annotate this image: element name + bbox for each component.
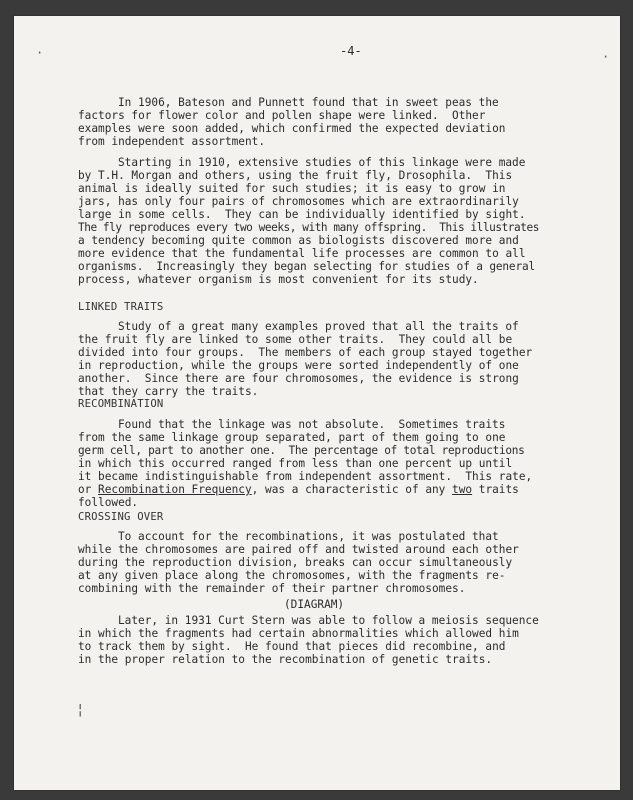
paragraph-line: Starting in 1910, extensive studies of this linkage were made — [118, 156, 526, 169]
paragraph-line: from independent assortment. — [78, 135, 266, 148]
paragraph-line: the fruit fly are linked to some other traits. They could all be — [78, 333, 513, 346]
paragraph-line: jars, has only four pairs of chromosomes which are extraordinarily — [78, 195, 519, 208]
margin-dot-right: · — [602, 50, 610, 64]
section-heading-crossing-over: CROSSING OVER — [78, 511, 164, 523]
paragraph-line: combining with the remainder of their partner chromosomes. — [78, 582, 466, 595]
document-page — [14, 16, 620, 790]
paragraph-line: to track them by sight. He found that pieces did recombine, and — [78, 640, 506, 653]
paragraph-line: germ cell, part to another one. The percentage of total reproductions — [78, 444, 525, 457]
paragraph-line: divided into four groups. The members of each group stayed together — [78, 346, 533, 359]
text-fragment: or — [78, 483, 99, 496]
paragraph-line: The fly reproduces every two weeks, with many offspring. This illustrates — [78, 221, 539, 234]
paragraph-line: in which this occurred ranged from less than one percent up until — [78, 457, 513, 470]
paragraph-line: at any given place along the chromosomes, with the fragments re- — [78, 569, 506, 582]
paragraph-line: in which the fragments had certain abnormalities which allowed him — [78, 627, 519, 640]
paragraph-line: In 1906, Bateson and Punnett found that in sweet peas the — [118, 96, 499, 109]
paragraph-line: large in some cells. They can be individually identified by sight. — [78, 208, 526, 221]
paragraph-line: Later, in 1931 Curt Stern was able to follow a meiosis sequence — [118, 614, 539, 627]
margin-tick: ¦ — [76, 702, 85, 718]
margin-dot: · — [36, 46, 44, 60]
paragraph-line: during the reproduction division, breaks can occur simultaneously — [78, 556, 513, 569]
paragraph-line: by T.H. Morgan and others, using the fruit fly, Drosophila. This — [78, 169, 513, 182]
paragraph-line: examples were soon added, which confirmed the expected deviation — [78, 122, 506, 135]
paragraph-line: followed. — [78, 496, 139, 509]
paragraph-line: another. Since there are four chromosomes, the evidence is strong — [78, 372, 519, 385]
paragraph-line: while the chromosomes are paired off and twisted around each other — [78, 543, 519, 556]
paragraph-line: more evidence that the fundamental life processes are common to all — [78, 247, 526, 260]
paragraph-line: factors for flower color and pollen shape were linked. Other — [78, 109, 486, 122]
paragraph-line: it became indistinguishable from independent assortment. This rate, — [78, 470, 533, 483]
paragraph-line: from the same linkage group separated, part of them going to one — [78, 431, 506, 444]
paragraph-line: in the proper relation to the recombination of genetic traits. — [78, 653, 493, 666]
text-fragment: , was a characteristic of any — [251, 483, 453, 496]
diagram-placeholder: (DIAGRAM) — [284, 598, 345, 611]
paragraph-line: in reproduction, while the groups were sorted independently of one — [78, 359, 519, 372]
text-fragment: traits — [472, 483, 519, 496]
emphasis-two: two — [452, 483, 473, 496]
term-recombination-frequency: Recombination Frequency — [98, 483, 252, 496]
paragraph-line: that they carry the traits. — [78, 385, 259, 398]
section-heading-linked-traits: LINKED TRAITS — [78, 301, 164, 313]
paragraph-line: animal is ideally suited for such studies; it is easy to grow in — [78, 182, 506, 195]
paragraph-line: process, whatever organism is most convenient for its study. — [78, 273, 479, 286]
paragraph-line: organisms. Increasingly they began selecting for studies of a general — [78, 260, 536, 273]
section-heading-recombination: RECOMBINATION — [78, 398, 164, 410]
paragraph-line: a tendency becoming quite common as biologists discovered more and — [78, 234, 519, 247]
paragraph-line-recombination-frequency — [78, 483, 519, 496]
paragraph-line: To account for the recombinations, it was postulated that — [118, 530, 499, 543]
paragraph-line: Study of a great many examples proved that all the traits of — [118, 320, 519, 333]
page-number: -4- — [340, 44, 362, 58]
paragraph-line: Found that the linkage was not absolute. Sometimes traits — [118, 418, 506, 431]
